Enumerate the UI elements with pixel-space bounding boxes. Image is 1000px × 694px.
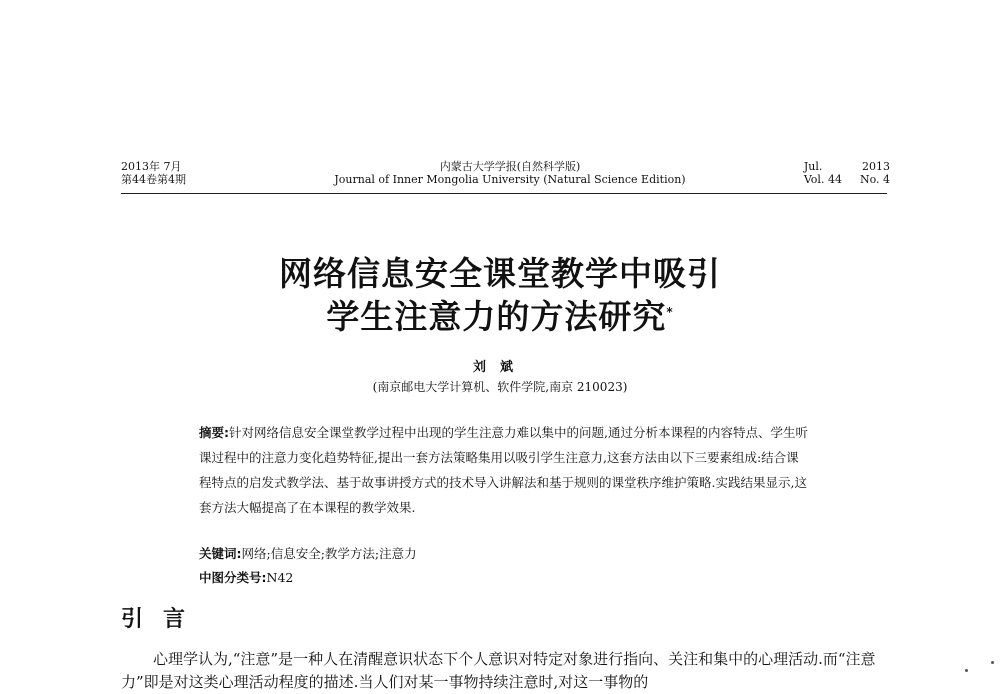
classification-code: N42 (266, 570, 294, 585)
journal-date-volume (121, 160, 186, 186)
affiliation: (南京邮电大学计算机、软件学院,南京 210023) (372, 380, 628, 394)
body-paragraph: 心理学认为,“注意”是一种人在清醒意识状态下个人意识对特定对象进行指向、关注和集中的心理活动.而“注意力”即是对这类心理活动程度的描述.当人们对某一事物持续注意时,对这一事物的 (121, 650, 876, 691)
author: 刘斌 (472, 360, 527, 375)
journal-name-english: Journal of Inner Mongolia University (Natural Science Edition) (334, 173, 686, 186)
abstract (199, 420, 811, 520)
keywords (199, 544, 417, 562)
scan-artifact (965, 669, 968, 672)
title-line-1: 网络信息安全课堂教学中吸引 (279, 254, 721, 293)
section-heading: 引言 (121, 607, 206, 632)
journal-volume-issue: 第44卷第4期 (121, 173, 186, 186)
classification (199, 568, 293, 586)
journal-date: 2013年 7月 (121, 160, 182, 173)
classification-label: 中图分类号: (199, 570, 267, 585)
keywords-label: 关键词: (199, 546, 242, 561)
year-en: 2013 (862, 160, 890, 173)
volume-en: Vol. 44 (803, 173, 842, 186)
journal-name (280, 160, 740, 186)
title-line-2-text: 学生注意力的方法研究 (326, 297, 667, 336)
keywords-text: 网络;信息安全;教学方法;注意力 (241, 546, 417, 561)
title-line-2 (0, 291, 1000, 338)
header-divider (121, 193, 887, 194)
month-en: Jul. (803, 160, 823, 173)
scan-artifact (991, 661, 994, 664)
issue-en: No. 4 (859, 173, 890, 186)
abstract-label: 摘要: (199, 425, 229, 440)
journal-name-chinese: 内蒙古大学学报(自然科学版) (439, 160, 581, 173)
journal-date-english (804, 160, 890, 186)
title-footnote-mark: * (666, 305, 674, 319)
abstract-text: 针对网络信息安全课堂教学过程中出现的学生注意力难以集中的问题,通过分析本课程的内容特点、学生听课过程中的注意力变化趋势特征,提出一套方法策略集用以吸引学生注意力,这套方法由以下三要素组成:结合课程特点的启发式教学法、基于故事讲授方式的技术导入讲解法和基于规则的课堂秩序维护策略.实践结果显示,这套方法大幅提高了在本课程的教学效果. (199, 425, 808, 515)
